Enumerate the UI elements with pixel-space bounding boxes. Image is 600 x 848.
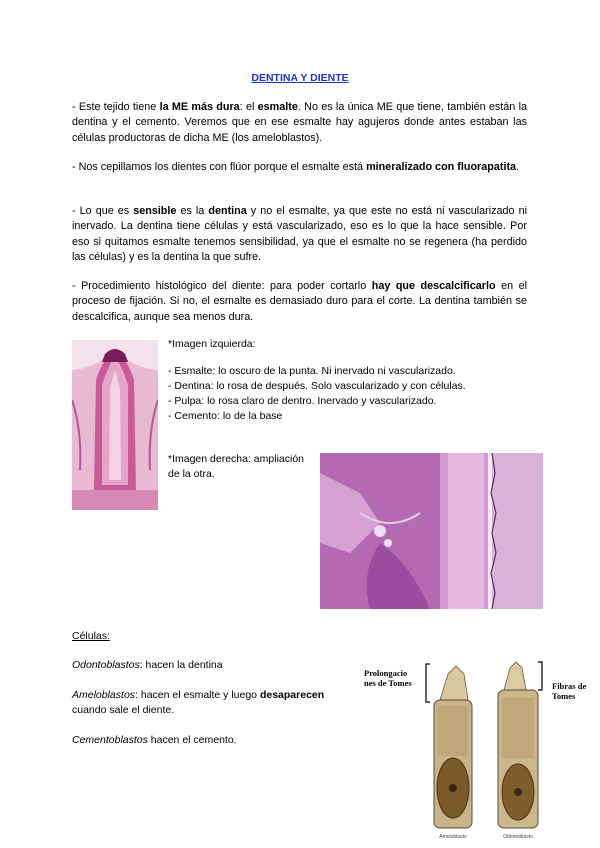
- page-title: DENTINA Y DIENTE: [251, 72, 349, 84]
- tomes-fibers-label: Fibras de Tomes: [552, 681, 587, 701]
- bold-text: mineralizado con fluorapatita: [366, 161, 517, 173]
- bold-text: sensible: [133, 205, 177, 217]
- enlarged-section-graphic: [320, 453, 543, 609]
- text: .: [516, 161, 520, 173]
- text: y no el esmalte, ya que este no está ni vascularizado ni inervado. La dentina tiene células y está vascularizado, eso es lo que la hace sensible. Por eso si quitamos esmalte tenemos sensibilidad, ya que el esmalte no se regenera (ha perdido las células) y es la dentina la que sufre.: [72, 205, 527, 264]
- paragraph-enamel-hardness: [72, 100, 527, 146]
- cell-description: hacen el cemento.: [147, 734, 237, 746]
- cell-item-odontoblasts: [72, 658, 352, 673]
- text: : el: [239, 101, 258, 113]
- text: - Este tejido tiene: [72, 101, 160, 113]
- text: - Lo que es: [72, 205, 134, 217]
- right-image-note: *Imagen derecha: ampliación de la otra.: [168, 453, 304, 480]
- ameloblast-odontoblast-graphic: [420, 660, 550, 842]
- bold-text: hay que descalcificarlo: [371, 280, 496, 292]
- cells-diagram: [420, 660, 550, 842]
- cell-name: Ameloblastos: [72, 689, 136, 701]
- cells-heading-colon: :: [107, 630, 110, 642]
- paragraph-sensitivity: [72, 204, 527, 266]
- paragraph-histology: [72, 279, 527, 325]
- cell-item-ameloblasts: [72, 688, 357, 718]
- left-image-heading: *Imagen izquierda:: [168, 338, 256, 350]
- text: . No es la única ME que tiene, también están la dentina y el cemento. Veremos que en ese esmalte hay agujeros donde antes estaban las células productoras de dicha ME (los ameloblastos).: [72, 101, 527, 144]
- paragraph-fluoride: [72, 160, 527, 175]
- note-item: - Esmalte: lo oscuro de la punta. Ni inervado ni vascularizado.: [168, 365, 456, 377]
- note-item: - Dentina: lo rosa de después. Solo vascularizado y con células.: [168, 380, 466, 392]
- left-image-notes-list: [168, 364, 528, 424]
- tooth-histology-image: [72, 340, 158, 510]
- text: en el proceso de fijación. Si no, el esmalte es demasiado duro para el corte. La dentina también se descalcifica, aunque sea menos dura.: [72, 280, 527, 323]
- tooth-section-graphic: [72, 340, 158, 510]
- cell-name: Cementoblastos: [72, 734, 148, 746]
- note-item: - Cemento: lo de la base: [168, 410, 283, 422]
- cell-description: : hacen la dentina: [139, 659, 223, 671]
- cells-heading: [72, 629, 110, 644]
- caption-odontoblast: Odontoblasto: [503, 834, 533, 840]
- bold-text: dentina: [208, 205, 247, 217]
- cell-name: Odontoblastos: [72, 659, 140, 671]
- text: - Nos cepillamos los dientes con flúor porque el esmalte está: [72, 161, 367, 173]
- enlarged-histology-image: [320, 453, 543, 609]
- bold-text: la ME más dura: [159, 101, 240, 113]
- text: - Procedimiento histológico del diente: para poder cortarlo: [72, 280, 372, 292]
- text: es la: [176, 205, 209, 217]
- cell-description-tail: cuando sale el diente.: [72, 704, 175, 716]
- caption-ameloblast: Ameloblasto: [439, 834, 467, 840]
- cells-heading-text: Células: [72, 630, 108, 642]
- cell-item-cementoblasts: [72, 733, 352, 748]
- note-item: - Pulpa: lo rosa claro de dentro. Inervado y vascularizado.: [168, 395, 437, 407]
- cell-description: : hacen el esmalte y luego: [135, 689, 260, 701]
- bold-text: desaparecen: [259, 689, 325, 701]
- tomes-process-label: Prolongacio nes de Tomes: [364, 668, 412, 688]
- bold-text: esmalte: [257, 101, 298, 113]
